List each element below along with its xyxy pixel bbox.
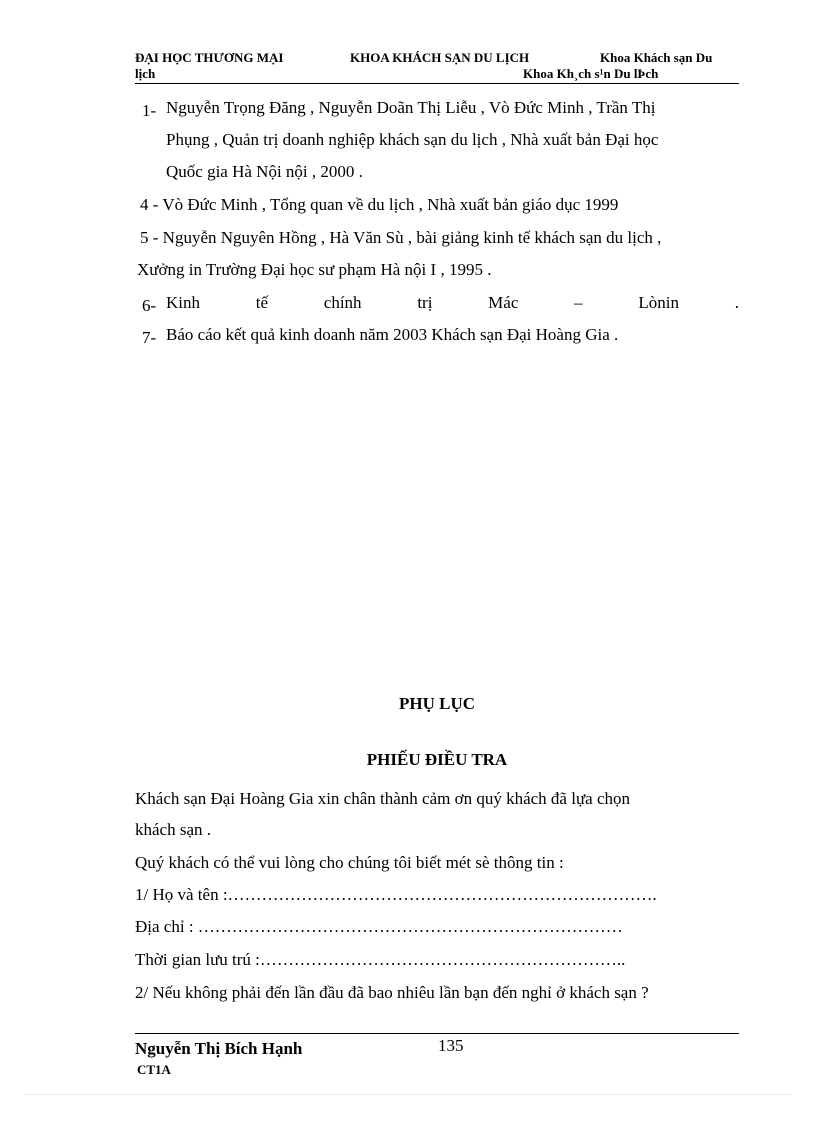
field-stay-duration: Thời gian lưu trú :……………………………………………………….. (135, 950, 626, 969)
reference-1-number: 1- (142, 101, 157, 120)
survey-request: Quý khách có thể vui lòng cho chúng tôi biết mét sè thông tin : (135, 853, 564, 872)
reference-4: 4 - Vò Đức Minh , Tổng quan về du lịch , Nhà xuất bản giáo dục 1999 (140, 195, 619, 214)
page-edge-divider (25, 1094, 791, 1095)
survey-intro-line-1: Khách sạn Đại Hoàng Gia xin chân thành cảm ơn quý khách đã lựa chọn (135, 789, 630, 808)
reference-7-text: Báo cáo kết quả kinh doanh năm 2003 Khách sạn Đại Hoàng Gia . (166, 325, 619, 344)
survey-form-title: PHIẾU ĐIỀU TRA (366, 750, 508, 769)
reference-6-word: – (574, 293, 583, 312)
reference-7-number: 7- (142, 328, 157, 347)
reference-6-word: Lònin (638, 293, 679, 312)
reference-6-text (166, 294, 739, 311)
reference-6-word: trị (417, 293, 433, 312)
reference-6-word: Mác (488, 293, 519, 312)
footer-class: CT1A (137, 1062, 171, 1077)
footer-author: Nguyễn Thị Bích Hạnh (135, 1039, 303, 1058)
header-faculty-right-cont: lịch (135, 66, 156, 81)
reference-5-cont: Xưởng in Trường Đại học sư phạm Hà nội I , 1995 . (137, 260, 492, 279)
footer-page-number: 135 (438, 1036, 464, 1055)
reference-6-word: . (734, 293, 739, 312)
reference-1-line-2: Phụng , Quản trị doanh nghiệp khách sạn du lịch , Nhà xuất bản Đại học (166, 130, 659, 149)
appendix-title: PHỤ LỤC (398, 694, 476, 713)
question-visit-count: 2/ Nếu không phải đến lần đầu đã bao nhiêu lần bạn đến nghỉ ở khách sạn ? (135, 983, 649, 1002)
reference-6-word: Kinh (166, 293, 200, 312)
field-full-name: 1/ Họ và tên :…………………………………………………………………. (135, 885, 657, 904)
header-university: ĐẠI HỌC THƯƠNG MẠI (135, 50, 284, 65)
reference-5: 5 - Nguyễn Nguyên Hồng , Hà Văn Sù , bài giảng kinh tế khách sạn du lịch , (140, 228, 662, 247)
header-faculty-garbled: Khoa Kh¸ch s¹n Du lÞch (523, 66, 659, 81)
header-faculty-right: Khoa Khách sạn Du (600, 50, 713, 65)
reference-6-word: chính (323, 293, 362, 312)
field-address: Địa chỉ : ………………………………………………………………… (135, 917, 623, 936)
header-faculty: KHOA KHÁCH SẠN DU LỊCH (350, 50, 530, 65)
reference-6-word: tế (255, 293, 269, 312)
header-rule (135, 83, 739, 84)
footer-rule (135, 1033, 739, 1034)
reference-1-line-3: Quốc gia Hà Nội nội , 2000 . (166, 162, 363, 181)
reference-6-number: 6- (142, 296, 157, 315)
survey-intro-line-2: khách sạn . (135, 820, 212, 839)
reference-1-line-1: Nguyễn Trọng Đăng , Nguyễn Doãn Thị Liễu , Vò Đức Minh , Trần Thị (166, 98, 656, 117)
